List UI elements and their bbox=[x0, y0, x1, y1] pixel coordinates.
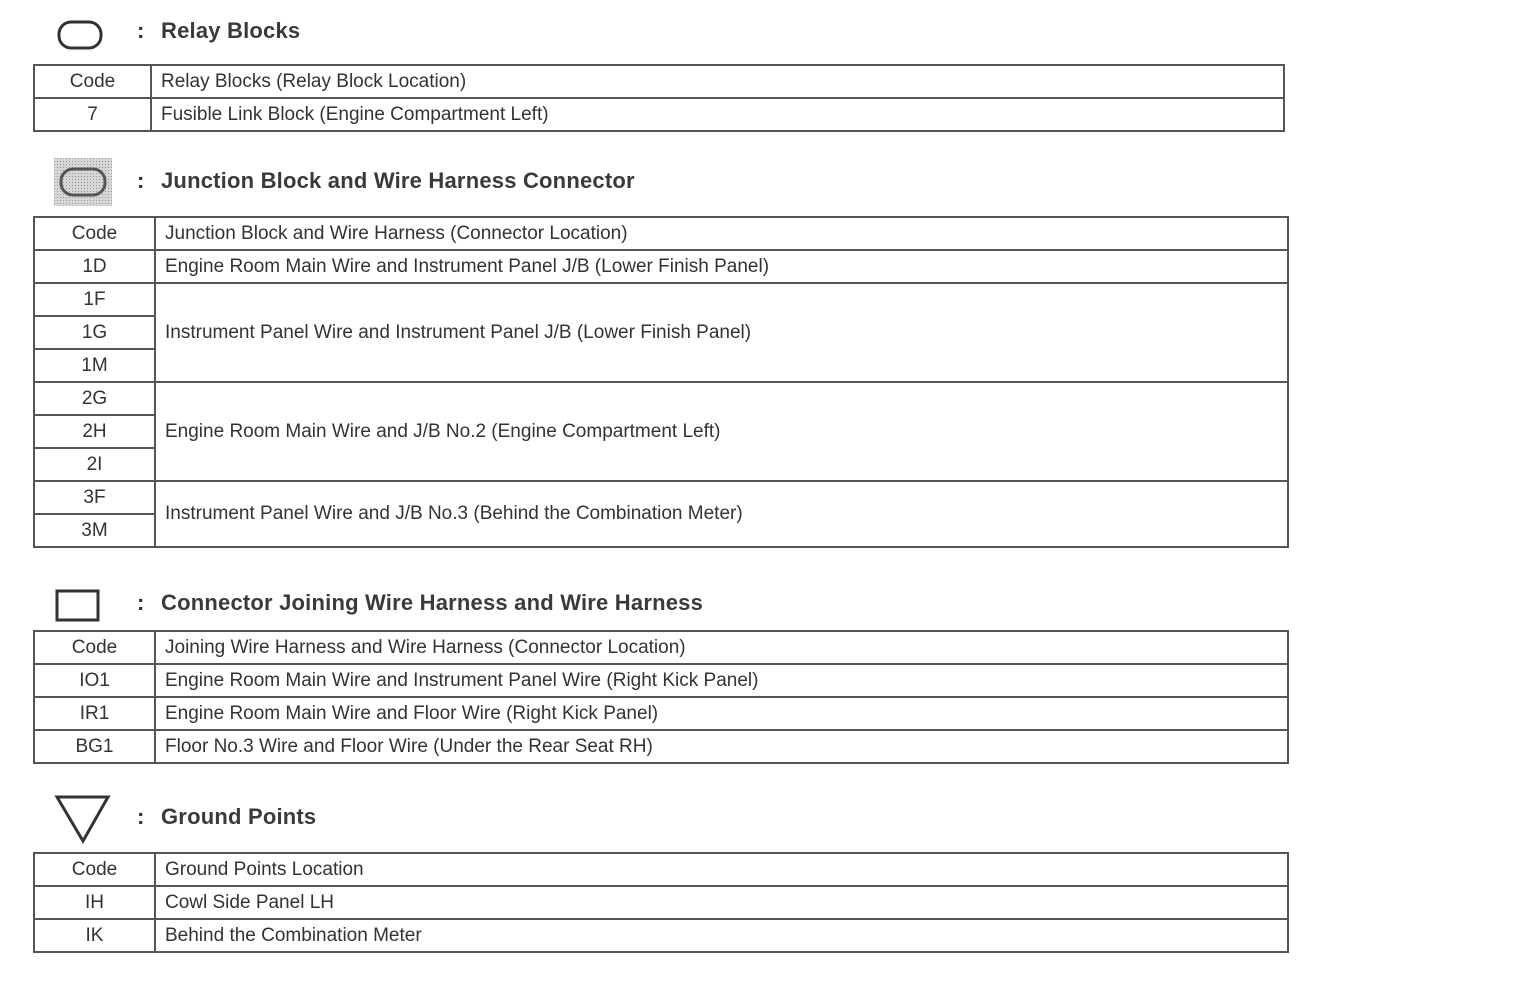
code-cell: 1F bbox=[34, 283, 155, 316]
table-row bbox=[34, 481, 1288, 514]
table-header-row bbox=[34, 217, 1288, 250]
code-header: Code bbox=[34, 217, 155, 250]
heading-colon: : bbox=[137, 18, 145, 43]
desc-cell: Instrument Panel Wire and J/B No.3 (Behind the Combination Meter) bbox=[155, 481, 1288, 547]
code-cell: IO1 bbox=[34, 664, 155, 697]
relay-blocks-heading bbox=[0, 10, 900, 60]
code-cell: IH bbox=[34, 886, 155, 919]
table-row bbox=[34, 919, 1288, 952]
table-row bbox=[34, 283, 1288, 316]
table-row bbox=[34, 98, 1284, 131]
code-header: Code bbox=[34, 65, 151, 98]
code-header: Code bbox=[34, 853, 155, 886]
desc-cell: Fusible Link Block (Engine Compartment Left) bbox=[151, 98, 1284, 131]
desc-cell: Engine Room Main Wire and Instrument Panel Wire (Right Kick Panel) bbox=[155, 664, 1288, 697]
section-title: Connector Joining Wire Harness and Wire Harness bbox=[161, 590, 704, 615]
desc-cell: Behind the Combination Meter bbox=[155, 919, 1288, 952]
square-icon bbox=[55, 588, 101, 622]
heading-colon: : bbox=[137, 590, 145, 615]
desc-header: Ground Points Location bbox=[155, 853, 1288, 886]
junction-block-heading bbox=[0, 158, 900, 208]
table-row bbox=[34, 730, 1288, 763]
heading-colon: : bbox=[137, 804, 145, 829]
code-cell: IR1 bbox=[34, 697, 155, 730]
code-cell: IK bbox=[34, 919, 155, 952]
desc-header: Joining Wire Harness and Wire Harness (Connector Location) bbox=[155, 631, 1288, 664]
code-cell: 3F bbox=[34, 481, 155, 514]
desc-cell: Instrument Panel Wire and Instrument Panel J/B (Lower Finish Panel) bbox=[155, 283, 1288, 382]
junction-block-table bbox=[33, 216, 1289, 548]
desc-header: Junction Block and Wire Harness (Connector Location) bbox=[155, 217, 1288, 250]
table-row bbox=[34, 664, 1288, 697]
code-header: Code bbox=[34, 631, 155, 664]
section-title: Ground Points bbox=[161, 804, 317, 829]
triangle-down-icon bbox=[54, 794, 112, 844]
code-cell: 7 bbox=[34, 98, 151, 131]
rounded-rect-icon bbox=[56, 18, 104, 52]
connector-joining-heading bbox=[0, 580, 900, 630]
code-cell: 2H bbox=[34, 415, 155, 448]
desc-cell: Engine Room Main Wire and Instrument Panel J/B (Lower Finish Panel) bbox=[155, 250, 1288, 283]
table-header-row bbox=[34, 853, 1288, 886]
desc-cell: Cowl Side Panel LH bbox=[155, 886, 1288, 919]
code-cell: 1G bbox=[34, 316, 155, 349]
ground-points-heading bbox=[0, 794, 900, 844]
code-cell: 3M bbox=[34, 514, 155, 547]
connector-joining-table bbox=[33, 630, 1289, 764]
code-cell: 2I bbox=[34, 448, 155, 481]
heading-colon: : bbox=[137, 168, 145, 193]
desc-cell: Engine Room Main Wire and J/B No.2 (Engine Compartment Left) bbox=[155, 382, 1288, 481]
desc-cell: Floor No.3 Wire and Floor Wire (Under the Rear Seat RH) bbox=[155, 730, 1288, 763]
table-row bbox=[34, 697, 1288, 730]
section-title: Junction Block and Wire Harness Connector bbox=[161, 168, 635, 193]
ground-points-table bbox=[33, 852, 1289, 953]
desc-cell: Engine Room Main Wire and Floor Wire (Right Kick Panel) bbox=[155, 697, 1288, 730]
table-row bbox=[34, 250, 1288, 283]
table-header-row bbox=[34, 631, 1288, 664]
table-header-row bbox=[34, 65, 1284, 98]
desc-header: Relay Blocks (Relay Block Location) bbox=[151, 65, 1284, 98]
code-cell: 2G bbox=[34, 382, 155, 415]
table-row bbox=[34, 886, 1288, 919]
table-row bbox=[34, 382, 1288, 415]
code-cell: BG1 bbox=[34, 730, 155, 763]
shaded-rounded-rect-icon bbox=[54, 158, 114, 208]
section-title: Relay Blocks bbox=[161, 18, 301, 43]
code-cell: 1M bbox=[34, 349, 155, 382]
code-cell: 1D bbox=[34, 250, 155, 283]
relay-blocks-table bbox=[33, 64, 1285, 132]
